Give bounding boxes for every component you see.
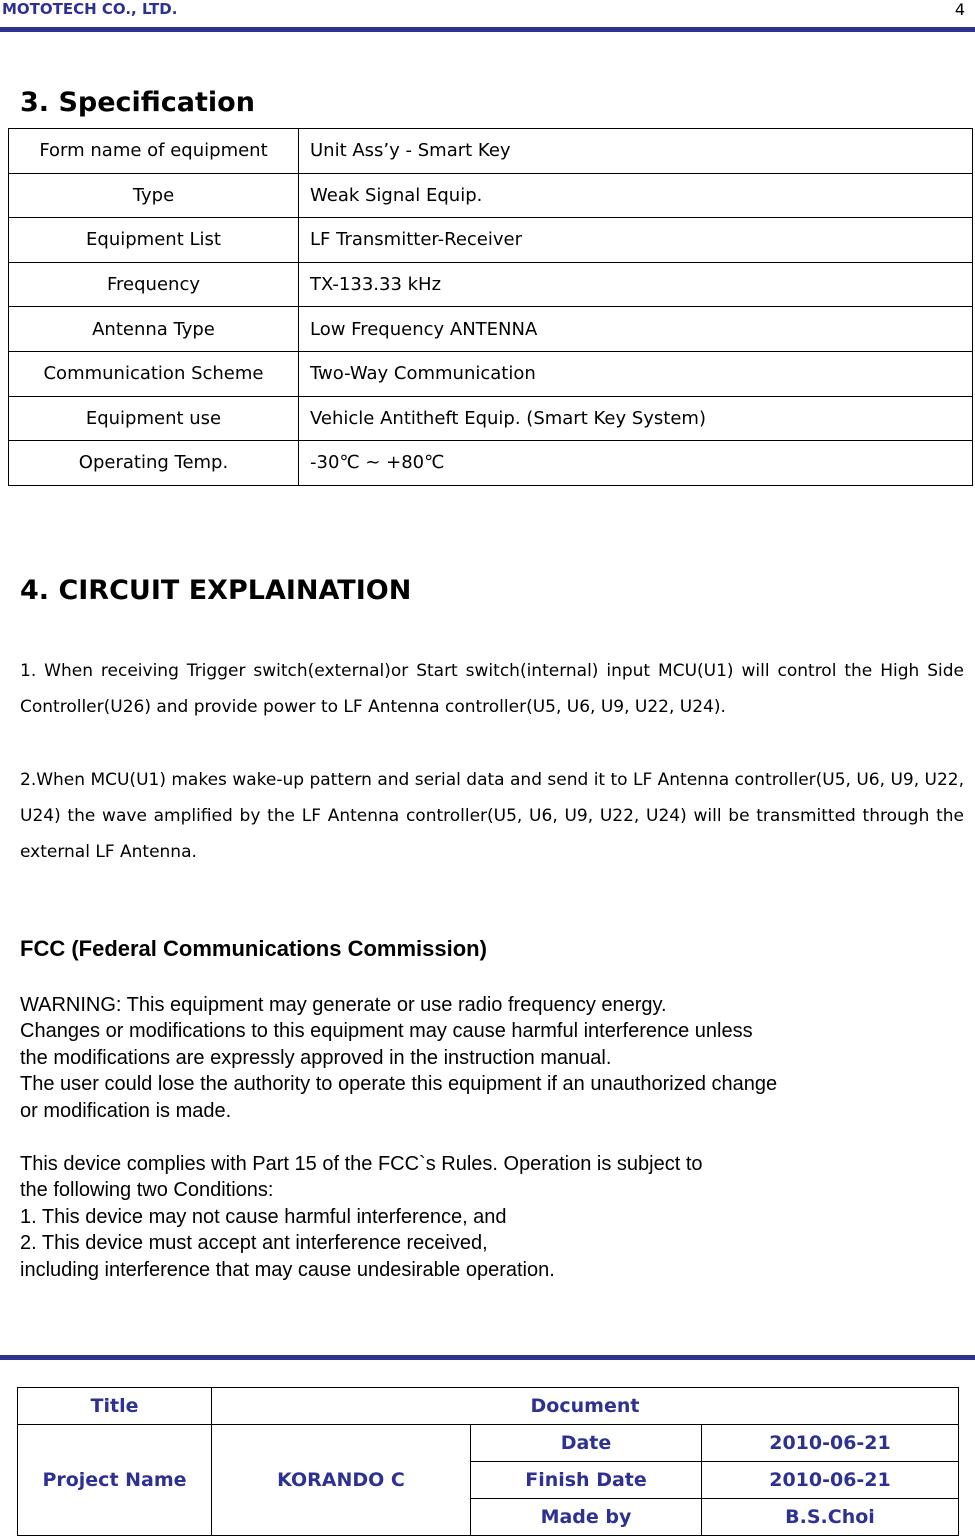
- spec-value: Two-Way Communication: [299, 351, 973, 396]
- spec-label: Antenna Type: [9, 307, 299, 352]
- fcc-compliance: [20, 1151, 703, 1283]
- fcc-warning-line: The user could lose the authority to operate this equipment if an unauthorized change: [20, 1073, 778, 1096]
- footer-finish-label: Finish Date: [471, 1462, 702, 1499]
- spec-label: Form name of equipment: [9, 129, 299, 174]
- footer-made-label: Made by: [471, 1499, 702, 1536]
- circuit-heading: 4. CIRCUIT EXPLAINATION: [20, 575, 412, 606]
- circuit-paragraph-2: 2.When MCU(U1) makes wake-up pattern and serial data and send it to LF Antenna controller(U5, U6, U9, U22, U24) the wave amplified by the LF Antenna controller(U5, U6, U9, U22, U24) will be transmitted through the external LF Antenna.: [20, 770, 964, 862]
- fcc-compliance-line: This device complies with Part 15 of the FCC`s Rules. Operation is subject to: [20, 1153, 703, 1175]
- spec-value: Vehicle Antitheft Equip. (Smart Key System): [299, 396, 973, 441]
- fcc-warning-line: Changes or modifications to this equipment may cause harmful interference unless: [20, 1020, 753, 1043]
- footer-row: [18, 1425, 959, 1462]
- spec-value: Low Frequency ANTENNA: [299, 307, 973, 352]
- spec-row: [9, 351, 973, 396]
- spec-heading: 3. Specification: [20, 87, 255, 118]
- fcc-compliance-line: 2. This device must accept ant interference received,: [20, 1232, 488, 1255]
- spec-value: -30℃ ~ +80℃: [299, 441, 973, 486]
- footer-title-label: Title: [18, 1388, 212, 1425]
- spec-table: [8, 128, 973, 486]
- spec-row: [9, 218, 973, 263]
- footer-made-value: B.S.Choi: [702, 1499, 959, 1536]
- fcc-warning-line: or modification is made.: [20, 1099, 232, 1122]
- spec-label: Communication Scheme: [9, 351, 299, 396]
- company-name: MOTOTECH CO., LTD.: [2, 0, 178, 18]
- fcc-compliance-line: the following two Conditions:: [20, 1179, 274, 1202]
- spec-value: Weak Signal Equip.: [299, 173, 973, 218]
- footer-row: [18, 1388, 959, 1425]
- spec-row: [9, 396, 973, 441]
- footer-project-label: Project Name: [18, 1425, 212, 1536]
- spec-label: Operating Temp.: [9, 441, 299, 486]
- spec-row: [9, 441, 973, 486]
- fcc-compliance-line: 1. This device may not cause harmful interference, and: [20, 1205, 507, 1228]
- spec-row: [9, 307, 973, 352]
- spec-value: Unit Ass’y - Smart Key: [299, 129, 973, 174]
- footer-rule: [0, 1355, 975, 1360]
- fcc-compliance-line: including interference that may cause undesirable operation.: [20, 1258, 555, 1281]
- circuit-paragraph-1: 1. When receiving Trigger switch(external)or Start switch(internal) input MCU(U1) will control the High Side Controller(U26) and provide power to LF Antenna controller(U5, U6, U9, U22, U24).: [20, 661, 964, 717]
- page-number: 4: [954, 0, 965, 19]
- fcc-warning-line: the modifications are expressly approved in the instruction manual.: [20, 1046, 612, 1069]
- footer-title-value: Document: [212, 1388, 959, 1425]
- footer-finish-value: 2010-06-21: [702, 1462, 959, 1499]
- spec-label: Type: [9, 173, 299, 218]
- fcc-warning: [20, 992, 777, 1124]
- spec-label: Equipment List: [9, 218, 299, 263]
- spec-value: TX-133.33 kHz: [299, 262, 973, 307]
- spec-value: LF Transmitter-Receiver: [299, 218, 973, 263]
- spec-label: Frequency: [9, 262, 299, 307]
- spec-row: [9, 129, 973, 174]
- spec-label: Equipment use: [9, 396, 299, 441]
- spec-row: [9, 262, 973, 307]
- footer-date-label: Date: [471, 1425, 702, 1462]
- fcc-title: FCC (Federal Communications Commission): [20, 936, 487, 961]
- footer-date-value: 2010-06-21: [702, 1425, 959, 1462]
- footer-project-value: KORANDO C: [212, 1425, 471, 1536]
- fcc-warning-line: WARNING: This equipment may generate or use radio frequency energy.: [20, 994, 667, 1016]
- footer-table: [17, 1387, 959, 1536]
- header-rule: [0, 27, 975, 32]
- spec-row: [9, 173, 973, 218]
